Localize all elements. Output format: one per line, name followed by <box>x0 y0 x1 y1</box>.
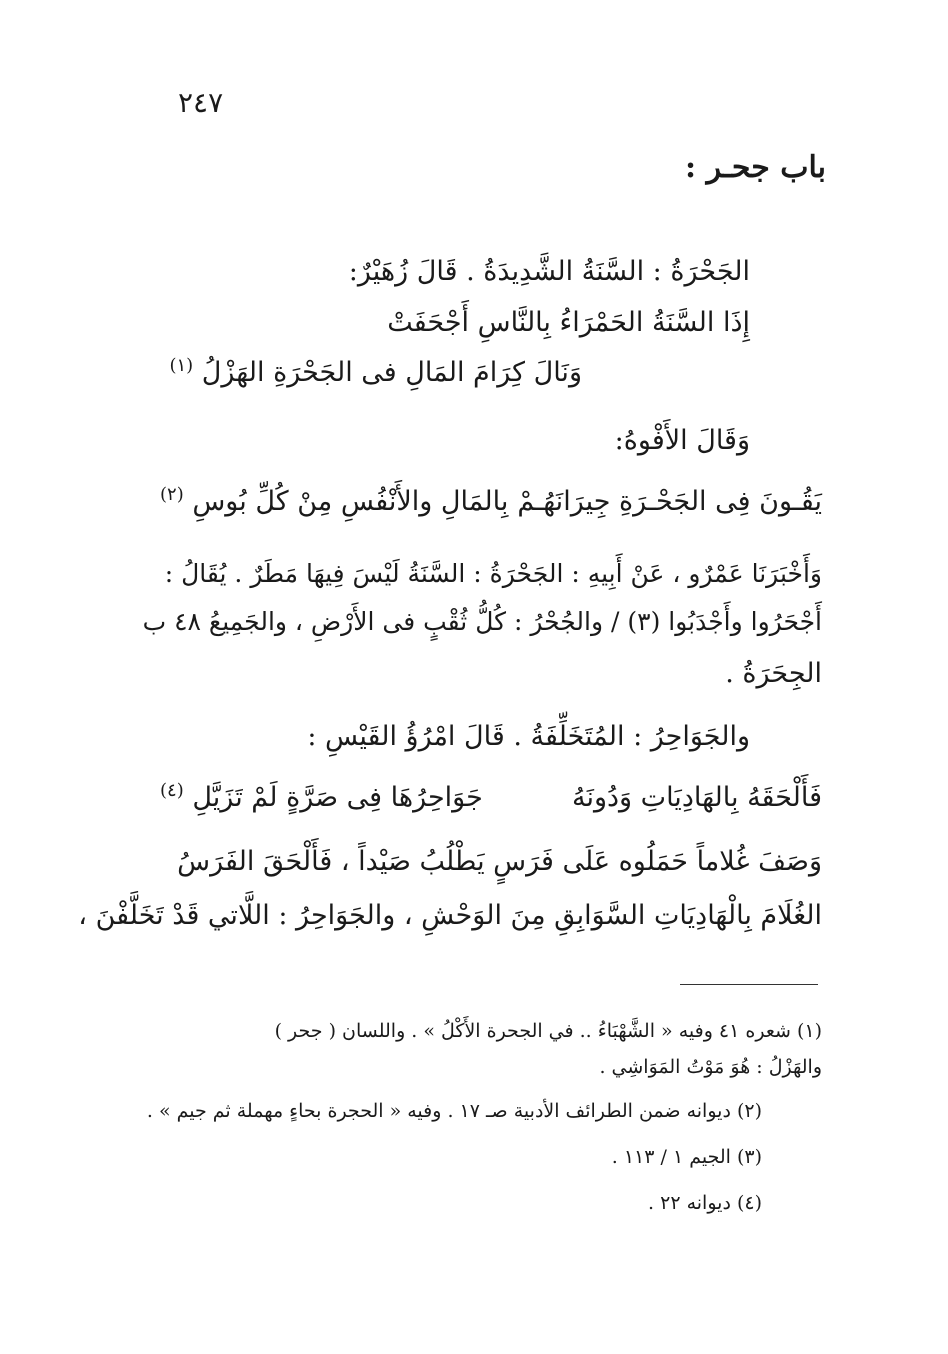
paragraph-line: الغُلَامَ بِالْهَادِيَاتِ السَّوَابِقِ مِنَ الوَحْشِ ، والجَوَاحِرُ : اللَّاتي قَدْ تَخَلَّفْنَ ، <box>78 900 822 931</box>
page-number: ٢٤٧ <box>178 86 224 119</box>
poem2-left-text: بِالمَالِ والأَنْفُسِ مِنْ كُلِّ بُوسِ <box>192 486 509 517</box>
footnote-2: (٢) ديوانه ضمن الطرائف الأدبية صـ ١٧ . وفيه « الحجرة بحاءٍ مهملة ثم جيم » . <box>146 1100 762 1122</box>
footnote-marker: (٤) <box>160 780 184 801</box>
footnote-1-line1: (١) شعره ٤١ وفيه « الشَّهْبَاءُ .. في الجحرة الأَكْلُ » . واللسان ( جحر ) <box>274 1020 822 1042</box>
footnote-1-line2: والهَزْلُ : هُوَ مَوْتُ المَوَاشِي . <box>599 1056 822 1078</box>
poem1-line2 <box>169 353 582 396</box>
footnote-4: (٤) ديوانه ٢٢ . <box>648 1192 762 1214</box>
poem3-hemistich-left <box>160 782 483 813</box>
paragraph-line: الجِحَرَةُ . <box>725 658 822 689</box>
paragraph-line: وَأَخْبَرَنَا عَمْرٌو ، عَنْ أَبِيهِ : الجَحْرَةُ : السَّنَةُ لَيْسَ فِيهَا مَطَرٌ . يُقَالُ : <box>164 559 822 588</box>
footnote-3: (٣) الجيم ١ / ١١٣ . <box>611 1146 762 1168</box>
footnote-marker: (١) <box>169 355 194 376</box>
paragraph-line: وَصَفَ غُلاماً حَمَلُوه عَلَى فَرَسٍ يَطْلُبُ صَيْداً ، فَأَلْحَقَ الفَرَسُ <box>177 846 822 877</box>
poem1-line2-text: وَنَالَ كِرَامَ المَالِ فى الجَحْرَةِ الهَزْلُ <box>201 357 582 388</box>
poem2-hemistich-right: يَقُـونَ فِى الجَحْـرَةِ جِيرَانَهُـمْ <box>517 486 822 517</box>
poem3-left-text: جَوَاحِرُهَا فِى صَرَّةٍ لَمْ تَزَيَّلِ <box>192 782 483 813</box>
jawahir-line: والجَوَاحِرُ : المُتَخَلِّفَةُ . قَالَ امْرُؤُ القَيْسِ : <box>307 721 750 752</box>
footnote-separator <box>680 984 818 985</box>
chapter-heading: باب جحـر : <box>685 150 826 185</box>
poem3-hemistich-right: فَأَلْحَقَهُ بِالهَادِيَاتِ وَدُونَهُ <box>571 782 822 813</box>
poem1-line1: إِذَا السَّنَةُ الحَمْرَاءُ بِالنَّاسِ أَجْحَفَتْ <box>387 307 750 338</box>
afwah-line: وَقَالَ الأَفْوهُ: <box>614 425 750 456</box>
poem2-hemistich-left <box>160 486 508 517</box>
footnote-marker: (٢) <box>160 484 184 505</box>
paragraph-line: أَجْحَرُوا وأَجْدَبُوا (٣) / والجُحْرُ : كُلُّ ثُقْبٍ فى الأَرْضِ ، والجَمِيعُ ٤٨ ب <box>142 607 822 636</box>
definition-line: الجَحْرَةُ : السَّنَةُ الشَّدِيدَةُ . قَالَ زُهَيْرٌ: <box>348 256 750 287</box>
